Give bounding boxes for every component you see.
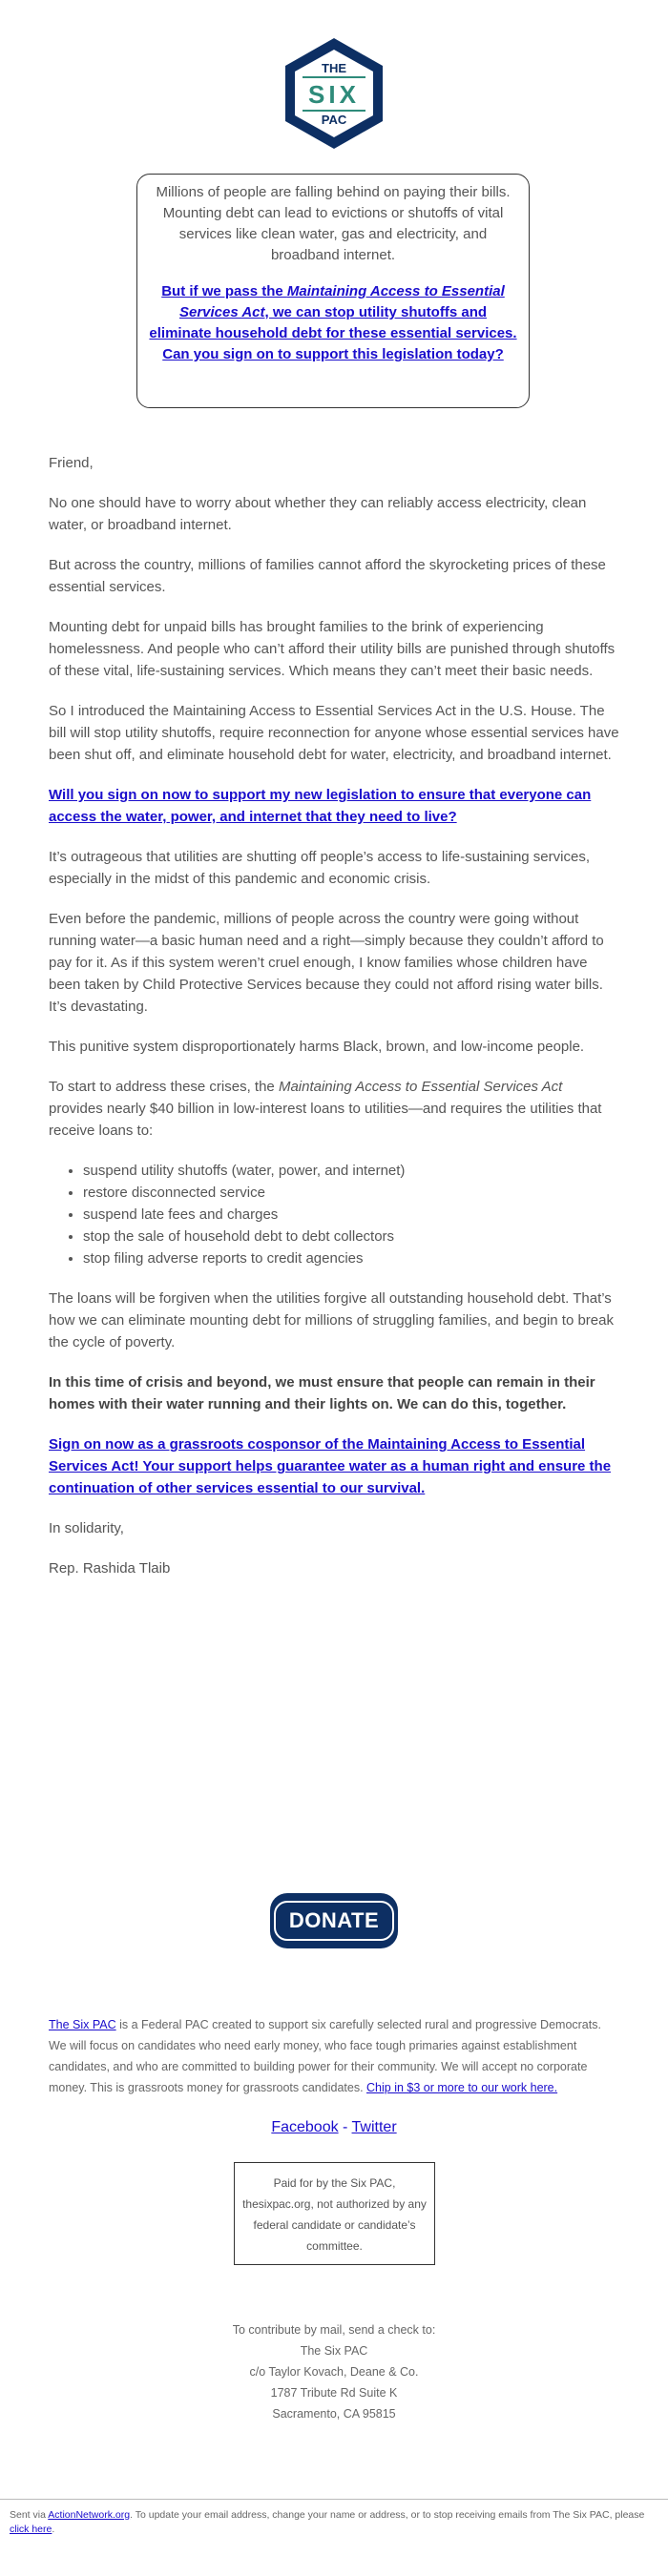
unsubscribe-link[interactable]: click here xyxy=(10,2524,52,2535)
list-item: • suspend utility shutoffs (water, power, and internet) xyxy=(83,1160,619,1182)
greeting: Friend, xyxy=(49,455,94,471)
signature: Rep. Rashida Tlaib xyxy=(49,1560,171,1577)
intro-link-pre: But if we pass the xyxy=(161,283,287,299)
paragraph-9: The loans will be forgiven when the utilities forgive all outstanding household debt. That’s how we can eliminate mounting debt for millions of struggling families, and begin to break the cycle of poverty. xyxy=(49,1290,614,1350)
intro-box xyxy=(136,174,530,408)
donate-button[interactable] xyxy=(270,1893,398,1948)
mail-street: 1787 Tribute Rd Suite K xyxy=(270,2386,398,2400)
twitter-link[interactable]: Twitter xyxy=(351,2119,397,2135)
list-item: • suspend late fees and charges xyxy=(83,1204,619,1226)
paragraph-8-post: provides nearly $40 billion in low-interest loans to utilities—and requires the utilities that receive loans to: xyxy=(49,1101,602,1139)
donate-label: DONATE xyxy=(274,1901,394,1941)
footer-pre: Sent via xyxy=(10,2509,49,2521)
intro-link-paragraph xyxy=(149,281,517,365)
link-paragraph-1 xyxy=(49,784,619,828)
logo-text-the: THE xyxy=(322,61,346,75)
paragraph-2: But across the country, millions of families cannot afford the skyrocketing prices of these essential services. xyxy=(49,557,606,595)
facebook-link[interactable]: Facebook xyxy=(271,2119,339,2135)
footer-post: . xyxy=(52,2524,55,2535)
mail-intro: To contribute by mail, send a check to: xyxy=(232,2323,436,2337)
mail-city: Sacramento, CA 95815 xyxy=(272,2407,396,2421)
social-separator: - xyxy=(338,2119,352,2135)
paragraph-1: No one should have to worry about whether they can reliably access electricity, clean water, or broadband internet. xyxy=(49,495,587,533)
mail-name: The Six PAC xyxy=(300,2344,368,2358)
chip-in-link[interactable]: Chip in $3 or more to our work here. xyxy=(366,2081,558,2094)
intro-sign-on-link[interactable] xyxy=(149,283,516,362)
mail-care-of: c/o Taylor Kovach, Deane & Co. xyxy=(249,2365,419,2379)
requirements-list xyxy=(49,1160,619,1269)
footer-mid: . To update your email address, change your name or address, or to stop receiving emails from The Six PAC, please xyxy=(130,2509,645,2521)
mail-contribution-info xyxy=(0,2319,668,2424)
sign-on-link-1[interactable]: Will you sign on now to support my new legislation to ensure that everyone can access the water, power, and internet that they need to live? xyxy=(49,787,592,825)
paragraph-8-bill-name: Maintaining Access to Essential Services Act xyxy=(278,1079,563,1095)
paragraph-4: So I introduced the Maintaining Access to Essential Services Act in the U.S. House. The bill will stop utility shutoffs, require reconnection for anyone whose essential services have been shut off, and eliminate household debt for water, electricity, and broadband internet. xyxy=(49,703,619,763)
paragraph-8-pre: To start to address these crises, the xyxy=(49,1079,279,1095)
sign-on-link-2[interactable]: Sign on now as a grassroots cosponsor of the Maintaining Access to Essential Services Act! Your support helps guarantee water as a human right and ensure the continuation of other services essential to our survival. xyxy=(49,1436,612,1496)
link-paragraph-2 xyxy=(49,1433,619,1499)
paragraph-8 xyxy=(49,1076,619,1142)
logo-text-six: SIX xyxy=(308,80,360,109)
logo-text-pac: PAC xyxy=(321,113,347,127)
closing: In solidarity, xyxy=(49,1520,124,1536)
footer-divider xyxy=(0,2499,668,2500)
paragraph-3: Mounting debt for unpaid bills has brought families to the brink of experiencing homelessness. And people who can’t afford their utility bills are punished through shutoffs of these vital, life-sustaining services. Which means they can’t meet their basic needs. xyxy=(49,619,616,679)
paid-for-disclaimer: Paid for by the Six PAC, thesixpac.org, not authorized by any federal candidate or candidate’s committee. xyxy=(234,2162,435,2265)
intro-link-post: , we can stop utility shutoffs and eliminate household debt for these essential services. Can you sign on to support this legislation today? xyxy=(149,304,517,362)
about-paragraph xyxy=(49,2014,621,2098)
paragraph-7: This punitive system disproportionately harms Black, brown, and low-income people. xyxy=(49,1039,585,1055)
actionnetwork-link[interactable]: ActionNetwork.org xyxy=(48,2509,131,2521)
letter-body xyxy=(49,452,619,1597)
six-pac-link[interactable]: The Six PAC xyxy=(49,2018,116,2031)
paragraph-5: It’s outrageous that utilities are shutting off people’s access to life-sustaining services, especially in the midst of this pandemic and economic crisis. xyxy=(49,849,590,887)
paragraph-10: In this time of crisis and beyond, we must ensure that people can remain in their homes with their water running and their lights on. We can do this, together. xyxy=(49,1374,595,1412)
about-text: is a Federal PAC created to support six carefully selected rural and progressive Democrats. We will focus on candidates who need early money, who face tough primaries against establishment candidates, and who are committed to building power for their community. We will accept no corporate money. This is grassroots money for grassroots candidates. xyxy=(49,2018,601,2094)
intro-text: Millions of people are falling behind on paying their bills. Mounting debt can lead to evictions or shutoffs of vital services like clean water, gas and electricity, and broadband internet. xyxy=(156,184,511,263)
list-item: • restore disconnected service xyxy=(83,1182,619,1204)
list-item: • stop the sale of household debt to debt collectors xyxy=(83,1226,619,1247)
six-pac-logo xyxy=(282,36,386,151)
intro-link-bill-name: Maintaining Access to Essential Services Act xyxy=(178,283,505,320)
footer-text xyxy=(10,2508,658,2537)
list-item: • stop filing adverse reports to credit agencies xyxy=(83,1247,619,1269)
social-links xyxy=(0,2119,668,2136)
paragraph-6: Even before the pandemic, millions of people across the country were going without running water—a basic human need and a right—simply because they couldn’t afford to pay for it. As if this system weren’t cruel enough, I know families whose children have been taken by Child Protective Services because they could not afford rising water bills. It’s devastating. xyxy=(49,911,604,1015)
